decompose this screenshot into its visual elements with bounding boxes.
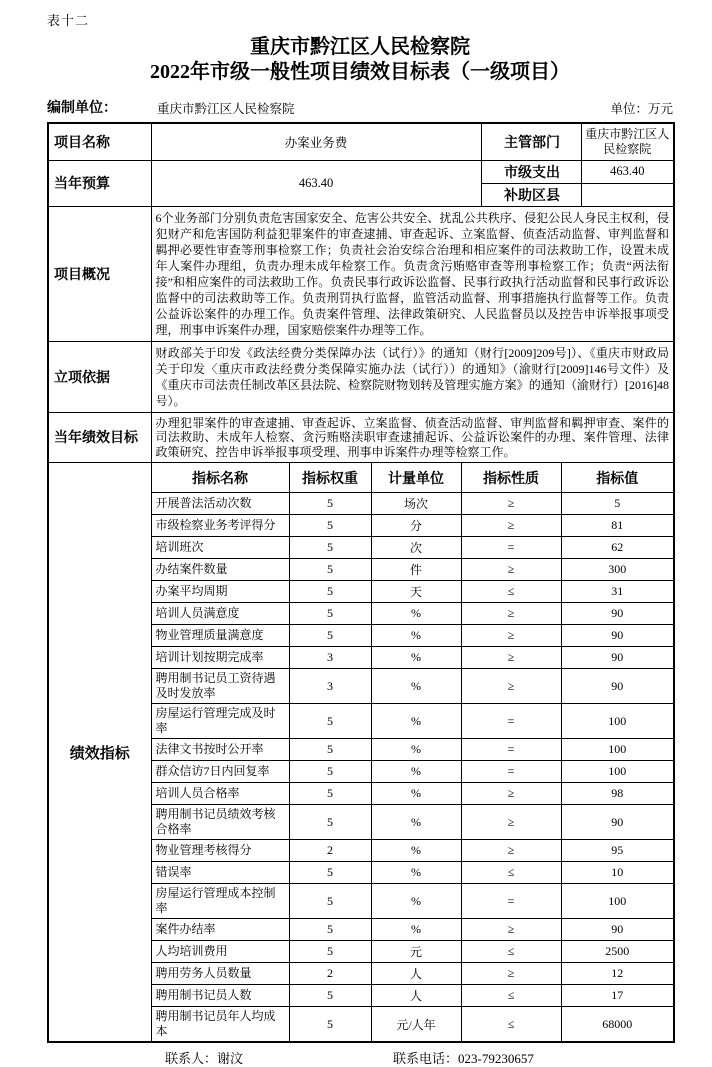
indicator-nature: ≥ [461,625,561,647]
indicator-unit: 天 [371,581,461,603]
city-expense-label: 市级支出 [481,160,581,183]
performance-target-table [47,122,675,1043]
phone-number: 023-79230657 [458,1051,534,1066]
indicators-section-label: 绩效指标 [48,463,151,1043]
indicator-value: 100 [561,884,674,919]
indicator-value: 12 [561,963,674,985]
indicator-name: 人均培训费用 [151,941,289,963]
indicator-value: 68000 [561,1007,674,1043]
indicator-weight: 3 [289,669,371,704]
indicator-nature: ≥ [461,493,561,515]
indicator-nature: ≥ [461,805,561,840]
indicator-weight: 5 [289,941,371,963]
indicator-unit: % [371,919,461,941]
indicator-weight: 5 [289,537,371,559]
contact-phone [393,1048,534,1067]
indicator-name: 物业管理考核得分 [151,840,289,862]
indicator-name: 错误率 [151,862,289,884]
indicator-weight: 5 [289,559,371,581]
indicator-value: 31 [561,581,674,603]
indicator-nature: ≤ [461,862,561,884]
indicator-nature: ≤ [461,581,561,603]
budget-row [48,160,674,183]
indicator-unit: % [371,884,461,919]
indicator-name: 培训人员满意度 [151,603,289,625]
header-indicator-value: 指标值 [561,463,674,493]
indicator-name: 案件办结率 [151,919,289,941]
indicator-value: 5 [561,493,674,515]
indicator-weight: 5 [289,884,371,919]
table-number: 表十二 [47,13,90,28]
indicator-unit: 元/人年 [371,1007,461,1043]
indicator-name: 办案平均周期 [151,581,289,603]
subsidy-value [581,183,674,206]
indicator-name: 群众信访7日内回复率 [151,761,289,783]
indicator-unit: 场次 [371,493,461,515]
indicator-weight: 5 [289,805,371,840]
indicator-nature: ≥ [461,647,561,669]
indicator-name: 培训人员合格率 [151,783,289,805]
indicator-value: 100 [561,704,674,739]
indicator-nature: ≥ [461,603,561,625]
indicator-unit: % [371,783,461,805]
dept-value: 重庆市黔江区人民检察院 [581,123,674,160]
indicator-unit: % [371,625,461,647]
indicator-name: 房屋运行管理成本控制率 [151,884,289,919]
indicator-unit: % [371,862,461,884]
budget-label: 当年预算 [48,160,151,206]
indicator-weight: 5 [289,862,371,884]
city-expense-value: 463.40 [581,160,674,183]
title-line-2: 2022年市级一般性项目绩效目标表（一级项目） [150,61,570,83]
indicator-nature: = [461,739,561,761]
header-indicator-weight: 指标权重 [289,463,371,493]
indicator-nature: ≥ [461,515,561,537]
indicator-weight: 5 [289,739,371,761]
phone-label: 联系电话： [393,1051,459,1066]
indicator-header-row [48,463,674,493]
indicator-value: 95 [561,840,674,862]
contact-person [165,1048,243,1067]
contact-name: 谢汶 [217,1051,244,1066]
indicator-weight: 5 [289,581,371,603]
indicator-name: 聘用劳务人员数量 [151,963,289,985]
indicator-unit: % [371,739,461,761]
indicator-nature: = [461,704,561,739]
header-measure-unit: 计量单位 [371,463,461,493]
indicator-weight: 2 [289,840,371,862]
header-indicator-nature: 指标性质 [461,463,561,493]
indicator-weight: 5 [289,985,371,1007]
indicator-unit: 分 [371,515,461,537]
prepared-by-label: 编制单位： [47,101,117,116]
indicator-value: 300 [561,559,674,581]
budget-value: 463.40 [151,160,481,206]
indicator-unit: % [371,669,461,704]
indicator-value: 100 [561,739,674,761]
goal-label: 当年绩效目标 [48,412,151,463]
indicator-value: 90 [561,919,674,941]
title-line-1: 重庆市黔江区人民检察院 [250,36,470,58]
indicator-nature: = [461,884,561,919]
indicator-value: 90 [561,669,674,704]
indicator-weight: 5 [289,493,371,515]
indicator-unit: 元 [371,941,461,963]
subsidy-label: 补助区县 [481,183,581,206]
header-indicator-name: 指标名称 [151,463,289,493]
indicator-weight: 5 [289,783,371,805]
document-title [47,35,673,85]
meta-row [47,97,673,117]
indicator-unit: % [371,647,461,669]
indicator-weight: 5 [289,625,371,647]
project-name-value: 办案业务费 [151,123,481,160]
indicator-name: 聘用制书记员绩效考核合格率 [151,805,289,840]
basis-text: 财政部关于印发《政法经费分类保障办法（试行）》的通知（财行[2009]209号]）、《重庆市财政局关于印发〈重庆市政法经费分类保障实施办法（试行））的通知》（渝财行[2009]146号文件）及《重庆市司法责任制改革区县法院、检察院财物划转及管理实施方案》的通知（渝财行）[2016]48号）。 [151,341,674,412]
indicator-weight: 5 [289,919,371,941]
indicator-nature: ≤ [461,1007,561,1043]
basis-label: 立项依据 [48,341,151,412]
indicator-name: 聘用制书记员人数 [151,985,289,1007]
indicator-name: 办结案件数量 [151,559,289,581]
overview-text: 6个业务部门分别负责危害国家安全、危害公共安全、扰乱公共秩序、侵犯公民人身民主权利，侵犯财产和危害国防利益犯罪案件的审查逮捕、审查起诉、立案监督、侦查活动监督、审判监督和羁押必要性审查等刑事检察工作；负责社会治安综合治理和相应案件的司法救助工作，设置未成年人案件办理组，负责办理未成年检察工作。负责贪污贿赂审查等刑事检察工作；负责“两法衔接”和相应案件的司法救助工作。负责民事行政诉讼监督、民事行政执行活动监督和民事行政诉讼监督中的司法救助等工作。负责刑罚执行监督，监管活动监督、刑事措施执行监督等工作。负责公益诉讼案件的办理工作。负责案件管理、法律政策研究、人民监督员以及控告申诉举报事项受理，刑事申诉案件办理，国家赔偿案件办理等工作。 [151,206,674,341]
indicator-unit: % [371,761,461,783]
indicator-nature: ≤ [461,985,561,1007]
footer [47,1048,673,1067]
indicator-unit: 件 [371,559,461,581]
indicator-weight: 5 [289,515,371,537]
indicator-nature: = [461,761,561,783]
indicator-name: 聘用制书记员工资待遇及时发放率 [151,669,289,704]
goal-text: 办理犯罪案件的审查逮捕、审查起诉、立案监督、侦查活动监督、审判监督和羁押审查、案件的司法救助、未成年人检察、贪污贿赂渎职审查逮捕起诉、公益诉讼案件的办理、案件管理、法律政策研究、控告申诉举报事项受理、刑事申诉案件办理等检察工作。 [151,412,674,463]
indicator-nature: ≥ [461,919,561,941]
indicator-value: 90 [561,805,674,840]
indicator-unit: 人 [371,985,461,1007]
unit-note: 单位：万元 [610,102,673,116]
indicator-nature: ≤ [461,941,561,963]
indicator-value: 81 [561,515,674,537]
indicator-unit: 人 [371,963,461,985]
indicator-nature: ≥ [461,559,561,581]
indicator-value: 100 [561,761,674,783]
indicator-value: 17 [561,985,674,1007]
project-name-label: 项目名称 [48,123,151,160]
indicator-nature: ≥ [461,669,561,704]
indicator-nature: ≥ [461,840,561,862]
indicator-name: 培训班次 [151,537,289,559]
indicator-name: 培训计划按期完成率 [151,647,289,669]
contact-label: 联系人： [165,1051,218,1066]
indicator-name: 市级检察业务考评得分 [151,515,289,537]
indicator-unit: % [371,704,461,739]
indicator-unit: % [371,603,461,625]
goal-row [48,412,674,463]
indicator-nature: ≥ [461,783,561,805]
indicator-weight: 5 [289,603,371,625]
indicator-value: 90 [561,603,674,625]
indicator-nature: ≥ [461,963,561,985]
indicator-unit: 次 [371,537,461,559]
basis-row [48,341,674,412]
indicator-name: 聘用制书记员年人均成本 [151,1007,289,1043]
indicator-value: 10 [561,862,674,884]
indicator-value: 98 [561,783,674,805]
prepared-by-value: 重庆市黔江区人民检察院 [157,102,295,116]
indicator-value: 90 [561,647,674,669]
indicator-nature: = [461,537,561,559]
indicator-value: 90 [561,625,674,647]
indicator-weight: 3 [289,647,371,669]
indicator-value: 62 [561,537,674,559]
dept-label: 主管部门 [481,123,581,160]
indicator-name: 开展普法活动次数 [151,493,289,515]
indicator-weight: 5 [289,761,371,783]
indicator-name: 物业管理质量满意度 [151,625,289,647]
indicator-weight: 5 [289,704,371,739]
indicator-unit: % [371,805,461,840]
indicator-unit: % [371,840,461,862]
indicator-weight: 2 [289,963,371,985]
project-name-row [48,123,674,160]
indicator-value: 2500 [561,941,674,963]
overview-label: 项目概况 [48,206,151,341]
indicator-name: 法律文书按时公开率 [151,739,289,761]
overview-row [48,206,674,341]
indicator-weight: 5 [289,1007,371,1043]
indicator-name: 房屋运行管理完成及时率 [151,704,289,739]
